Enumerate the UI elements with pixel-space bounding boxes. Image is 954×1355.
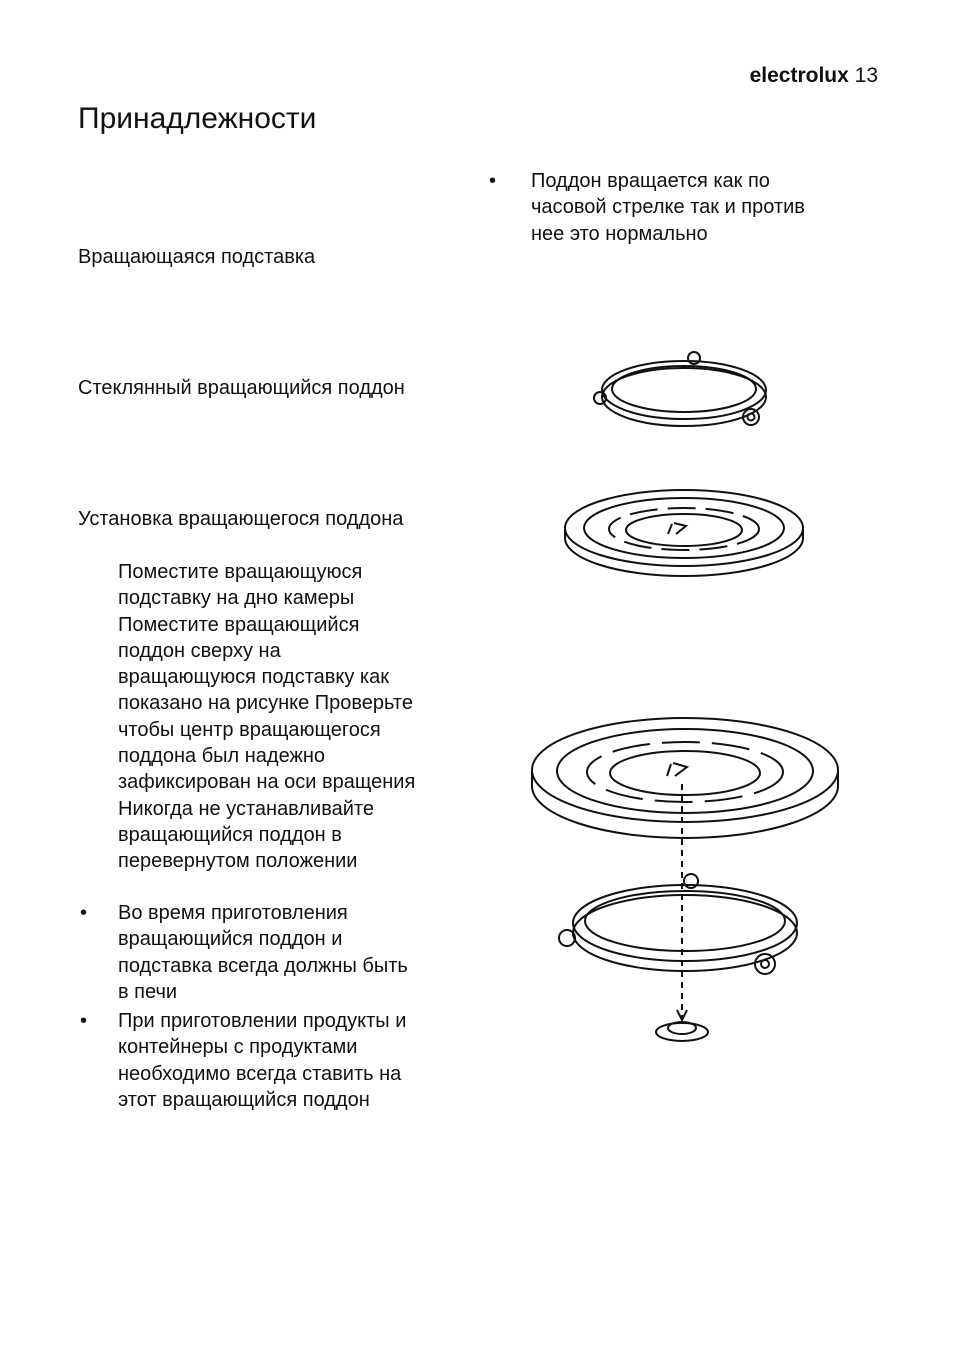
installation-heading: Установка вращающегося поддона: [78, 508, 404, 530]
bullet-item: [118, 1008, 478, 1113]
instruction-line: Поместите вращающуюся: [118, 561, 363, 583]
rotation-note-line: часовой стрелке так и против: [531, 196, 805, 219]
bullet-line: этот вращающийся поддон: [118, 1088, 370, 1111]
page-header: [750, 64, 878, 88]
instruction-line: поддона был надежно: [118, 745, 326, 768]
installation-instructions: [118, 559, 478, 875]
bullet-line: контейнеры с продуктами: [118, 1036, 358, 1059]
bullet-line: подставка всегда должны быть: [118, 954, 408, 977]
rotation-note-line: Поддон вращается как по: [531, 170, 770, 192]
page-number: 13: [854, 64, 878, 87]
roller-ring-heading: Вращающаяся подставка: [78, 246, 316, 268]
roller-ring-illustration: [588, 345, 780, 435]
instruction-line: зафиксирован на оси вращения: [118, 771, 416, 794]
rotation-note-line: нее это нормально: [531, 222, 708, 245]
instruction-line: поддон сверху на: [118, 639, 281, 662]
instruction-line: вращающийся поддон в: [118, 823, 342, 846]
bullet-marker: •: [80, 902, 88, 924]
instruction-line: Поместите вращающийся: [118, 613, 360, 636]
bullet-line: Во время приготовления: [118, 902, 348, 924]
glass-tray-illustration: [560, 484, 808, 584]
instruction-line: подставку на дно камеры: [118, 587, 355, 610]
instruction-line: перевернутом положении: [118, 850, 358, 873]
bullet-line: необходимо всегда ставить на: [118, 1062, 402, 1085]
bullet-line: При приготовлении продукты и: [118, 1010, 407, 1032]
instruction-line: показано на рисунке Проверьте: [118, 692, 413, 715]
instruction-line: Никогда не устанавливайте: [118, 797, 374, 820]
assembly-illustration: [525, 708, 845, 1053]
rotation-note: [531, 168, 891, 247]
brand-name: electrolux: [749, 64, 849, 87]
glass-tray-heading: Стеклянный вращающийся поддон: [78, 377, 405, 399]
page-title: Принадлежности: [78, 102, 317, 135]
bullet-line: вращающийся поддон и: [118, 928, 343, 951]
instruction-line: чтобы центр вращающегося: [118, 718, 381, 741]
bullet-line: в печи: [118, 980, 178, 1003]
bullet-item: [118, 900, 478, 1005]
bullet-marker: •: [489, 170, 497, 192]
bullet-marker: •: [80, 1010, 88, 1032]
instruction-line: вращающуюся подставку как: [118, 666, 389, 689]
